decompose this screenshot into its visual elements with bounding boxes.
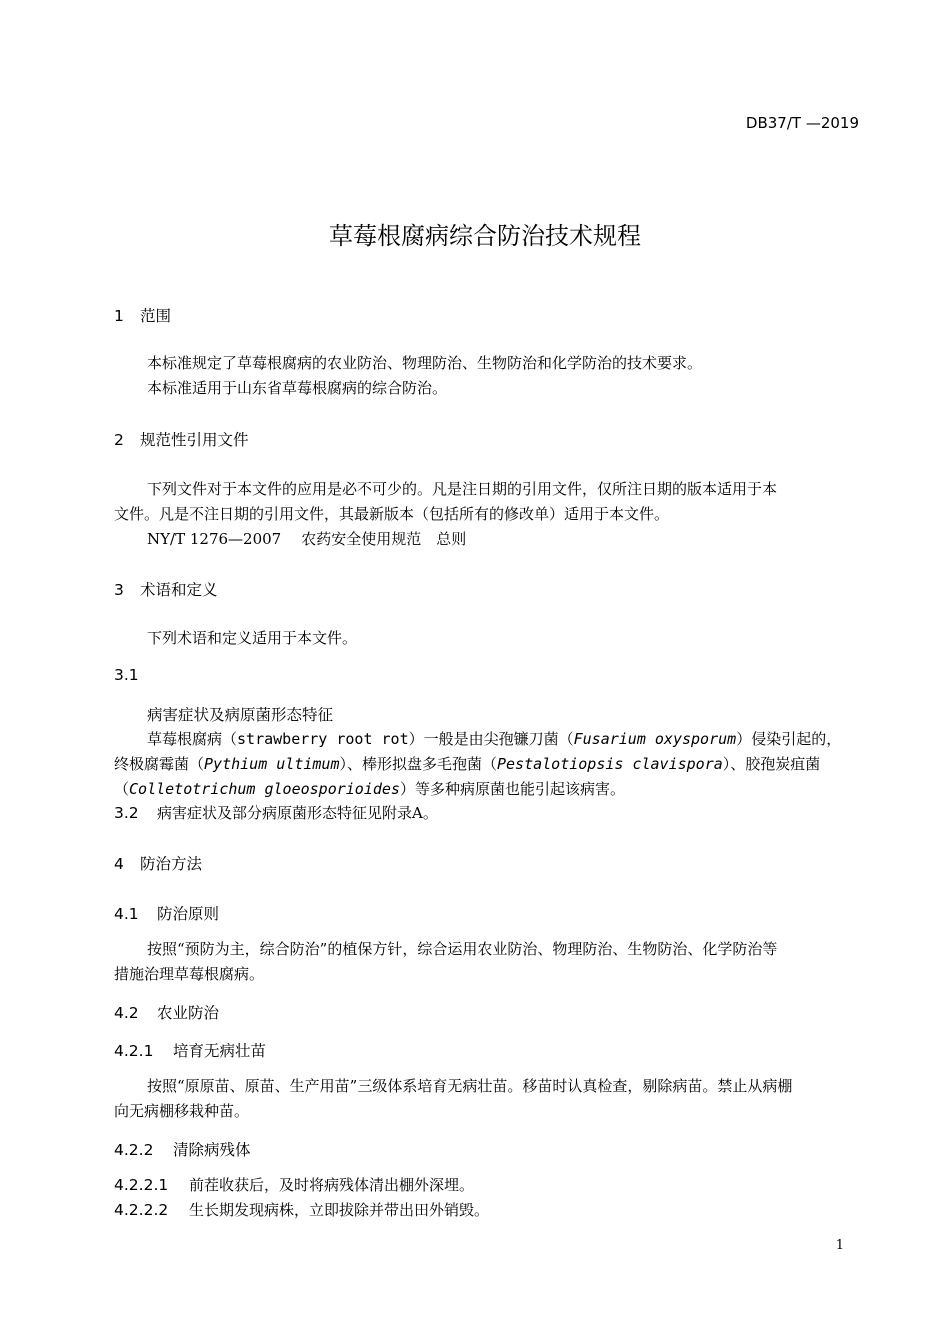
clause-4-2-2-1 bbox=[114, 1174, 474, 1195]
clause-number: 4.2.2 bbox=[114, 1141, 154, 1159]
text-run: ）、胶孢炭疽菌 bbox=[722, 755, 821, 773]
section-4-heading bbox=[114, 852, 202, 874]
clause-text: 病害症状及部分病原菌形态特征见附录A。 bbox=[157, 804, 438, 822]
section-title: 范围 bbox=[140, 307, 172, 325]
paragraph-line: 按照“预防为主，综合防治”的植保方针，综合运用农业防治、物理防治、生物防治、化学防治等 bbox=[147, 940, 778, 958]
paragraph: 本标准适用于山东省草莓根腐病的综合防治。 bbox=[147, 379, 448, 397]
clause-number: 3.1 bbox=[114, 666, 139, 684]
clause-number: 3.2 bbox=[114, 804, 139, 822]
clause-number: 4.2.1 bbox=[114, 1042, 154, 1060]
paragraph-line: 下列文件对于本文件的应用是必不可少的。凡是注日期的引用文件，仅所注日期的版本适用于本 bbox=[147, 480, 778, 498]
standard-number: DB37/T —2019 bbox=[745, 114, 859, 132]
latin-name: Colletotrichum gloeosporioides bbox=[129, 780, 400, 798]
clause-text: 生长期发现病株，立即拔除并带出田外销毁。 bbox=[189, 1201, 490, 1219]
latin-name: Fusarium oxysporum bbox=[573, 730, 737, 748]
paragraph: 本标准规定了草莓根腐病的农业防治、物理防治、生物防治和化学防治的技术要求。 bbox=[147, 354, 703, 372]
paragraph-line: 措施治理草莓根腐病。 bbox=[114, 965, 265, 983]
english-term: strawberry root rot bbox=[237, 730, 409, 748]
definition-line bbox=[147, 728, 841, 749]
clause-title: 培育无病壮苗 bbox=[173, 1042, 267, 1060]
clause-4-2-1-heading bbox=[114, 1039, 266, 1061]
clause-text: 前茬收获后，及时将病残体清出棚外深埋。 bbox=[189, 1176, 475, 1194]
clause-number: 4.2 bbox=[114, 1004, 139, 1022]
document-title: 草莓根腐病综合防治技术规程 bbox=[329, 222, 641, 250]
clause-number: 4.1 bbox=[114, 905, 139, 923]
paragraph-line: 文件。凡是不注日期的引用文件，其最新版本（包括所有的修改单）适用于本文件。 bbox=[114, 505, 670, 523]
paragraph-line: 向无病棚移栽种苗。 bbox=[114, 1102, 250, 1120]
clause-4-1-heading bbox=[114, 902, 219, 924]
clause-number: 4.2.2.1 bbox=[114, 1176, 169, 1194]
latin-name: Pestalotiopsis clavispora bbox=[497, 755, 723, 773]
reference-title: 农药安全使用规范 总则 bbox=[301, 530, 467, 548]
section-2-heading bbox=[114, 428, 249, 450]
paragraph: 下列术语和定义适用于本文件。 bbox=[147, 629, 358, 647]
section-number: 4 bbox=[114, 855, 124, 873]
clause-4-2-heading bbox=[114, 1001, 219, 1023]
section-number: 3 bbox=[114, 581, 124, 599]
text-run: ）等多种病原菌也能引起该病害。 bbox=[399, 780, 625, 798]
text-run: ）、棒形拟盘多毛孢菌（ bbox=[339, 755, 497, 773]
section-title: 防治方法 bbox=[140, 855, 203, 873]
section-3-heading bbox=[114, 578, 218, 600]
text-run: （ bbox=[114, 780, 130, 798]
reference-code: NY/T 1276—2007 bbox=[147, 530, 282, 548]
text-run: 终极腐霉菌（ bbox=[114, 755, 205, 773]
normative-reference bbox=[147, 528, 466, 549]
clause-number: 4.2.2.2 bbox=[114, 1201, 169, 1219]
text-run: ）侵染引起的， bbox=[736, 730, 842, 748]
clause-4-2-2-heading bbox=[114, 1138, 251, 1160]
clause-title: 防治原则 bbox=[157, 905, 220, 923]
page-number: 1 bbox=[835, 1238, 844, 1253]
definition-line bbox=[114, 753, 820, 774]
text-run: 草莓根腐病（ bbox=[147, 730, 238, 748]
section-title: 规范性引用文件 bbox=[140, 431, 249, 449]
clause-title: 清除病残体 bbox=[173, 1141, 251, 1159]
section-number: 2 bbox=[114, 431, 124, 449]
clause-title: 农业防治 bbox=[157, 1004, 220, 1022]
section-title: 术语和定义 bbox=[140, 581, 218, 599]
definition-line bbox=[114, 778, 625, 799]
section-1-heading bbox=[114, 304, 171, 326]
section-number: 1 bbox=[114, 307, 124, 325]
latin-name: Pythium ultimum bbox=[204, 755, 340, 773]
clause-4-2-2-2 bbox=[114, 1199, 489, 1220]
term-title: 病害症状及病原菌形态特征 bbox=[147, 706, 334, 724]
clause-3-2 bbox=[114, 802, 438, 823]
paragraph-line: 按照“原原苗、原苗、生产用苗”三级体系培育无病壮苗。移苗时认真检查，剔除病苗。禁止从病棚 bbox=[147, 1077, 793, 1095]
text-run: ）一般是由尖孢镰刀菌（ bbox=[408, 730, 574, 748]
